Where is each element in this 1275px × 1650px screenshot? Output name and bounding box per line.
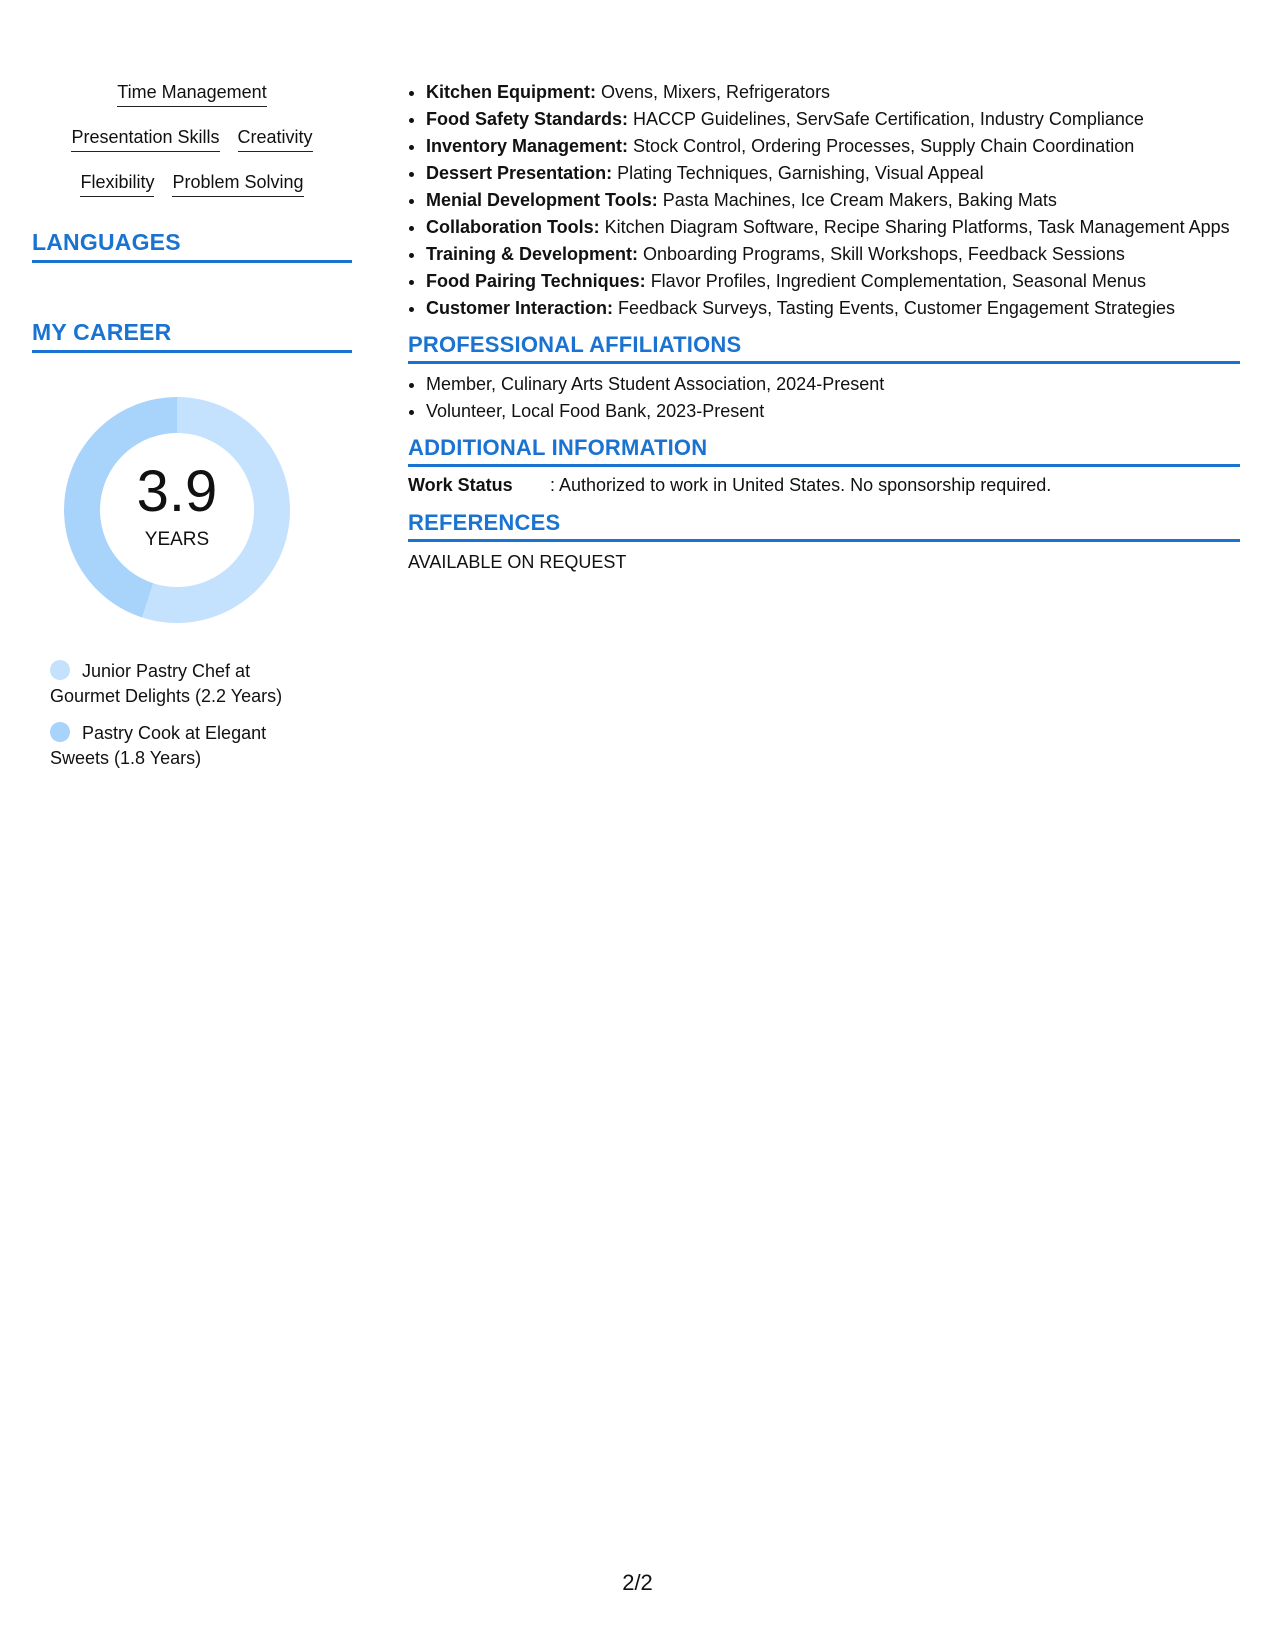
skills-row	[32, 172, 352, 197]
tools-list	[408, 80, 1240, 320]
career-heading: MY CAREER	[32, 319, 352, 353]
career-total-value: 3.9	[136, 459, 218, 524]
legend-dot	[50, 722, 70, 742]
skill-tag: Creativity	[238, 127, 313, 152]
tools-list-item	[426, 188, 1240, 212]
tools-list-item	[426, 215, 1240, 239]
tools-list-item	[426, 269, 1240, 293]
skill-tag: Presentation Skills	[71, 127, 219, 152]
right-column	[408, 80, 1240, 573]
affiliations-section	[408, 332, 1240, 573]
legend-dot	[50, 660, 70, 680]
tools-item-text: Ovens, Mixers, Refrigerators	[596, 82, 831, 102]
legend-label: Junior Pastry Chef at Gourmet Delights (2.2 Years)	[50, 661, 283, 706]
tools-item-label: Collaboration Tools:	[426, 217, 600, 237]
skills-row	[32, 127, 352, 152]
tools-list-item	[426, 107, 1240, 131]
skill-tag: Time Management	[117, 82, 266, 107]
tools-item-label: Menial Development Tools:	[426, 190, 658, 210]
donut-center	[62, 395, 292, 625]
list-item: • Member, Culinary Arts Student Association, 2024-Present	[426, 372, 1240, 396]
legend-item	[50, 659, 310, 709]
tools-item-text: Plating Techniques, Garnishing, Visual Appeal	[612, 163, 984, 183]
languages-heading: LANGUAGES	[32, 229, 352, 263]
work-status-value: : Authorized to work in United States. No sponsorship required.	[550, 475, 1052, 495]
list-item: • Volunteer, Local Food Bank, 2023-Present	[426, 399, 1240, 423]
career-donut-chart	[62, 395, 292, 625]
additional-info-heading: ADDITIONAL INFORMATION	[408, 435, 1240, 467]
tools-item-text: Stock Control, Ordering Processes, Supply Chain Coordination	[628, 136, 1135, 156]
left-column	[32, 82, 352, 783]
skill-tag: Flexibility	[80, 172, 154, 197]
tools-item-text: Flavor Profiles, Ingredient Complementation, Seasonal Menus	[645, 271, 1146, 291]
legend-item	[50, 721, 310, 771]
tools-item-label: Training & Development:	[426, 244, 639, 264]
tools-list-item	[426, 242, 1240, 266]
tools-list-item	[426, 296, 1240, 320]
career-total-unit: YEARS	[144, 529, 210, 550]
work-status-label: Work Status	[408, 475, 513, 495]
legend-label: Pastry Cook at Elegant Sweets (1.8 Years)	[50, 723, 267, 768]
tools-item-label: Food Pairing Techniques:	[426, 271, 646, 291]
references-text: AVAILABLE ON REQUEST	[408, 552, 627, 572]
career-legend	[50, 659, 310, 771]
affiliations-list	[408, 372, 1240, 423]
work-status-row	[408, 475, 1240, 496]
skills-tags	[32, 82, 352, 197]
tools-item-text: Pasta Machines, Ice Cream Makers, Baking Mats	[657, 190, 1057, 210]
tools-list-item	[426, 134, 1240, 158]
tools-item-label: Inventory Management:	[426, 136, 629, 156]
tools-item-label: Customer Interaction:	[426, 298, 614, 318]
tools-item-text: Kitchen Diagram Software, Recipe Sharing Platforms, Task Management Apps	[599, 217, 1230, 237]
page-number: 2/2	[622, 1570, 653, 1595]
tools-list-item	[426, 80, 1240, 104]
affiliations-heading: PROFESSIONAL AFFILIATIONS	[408, 332, 1240, 364]
skill-tag: Problem Solving	[172, 172, 303, 197]
references-heading: REFERENCES	[408, 510, 1240, 542]
tools-item-text: HACCP Guidelines, ServSafe Certification, Industry Compliance	[628, 109, 1144, 129]
skills-row	[32, 82, 352, 107]
tools-list-item	[426, 161, 1240, 185]
tools-item-text: Onboarding Programs, Skill Workshops, Feedback Sessions	[638, 244, 1125, 264]
tools-item-label: Dessert Presentation:	[426, 163, 613, 183]
tools-item-label: Kitchen Equipment:	[426, 82, 596, 102]
tools-item-label: Food Safety Standards:	[426, 109, 629, 129]
tools-item-text: Feedback Surveys, Tasting Events, Customer Engagement Strategies	[613, 298, 1175, 318]
